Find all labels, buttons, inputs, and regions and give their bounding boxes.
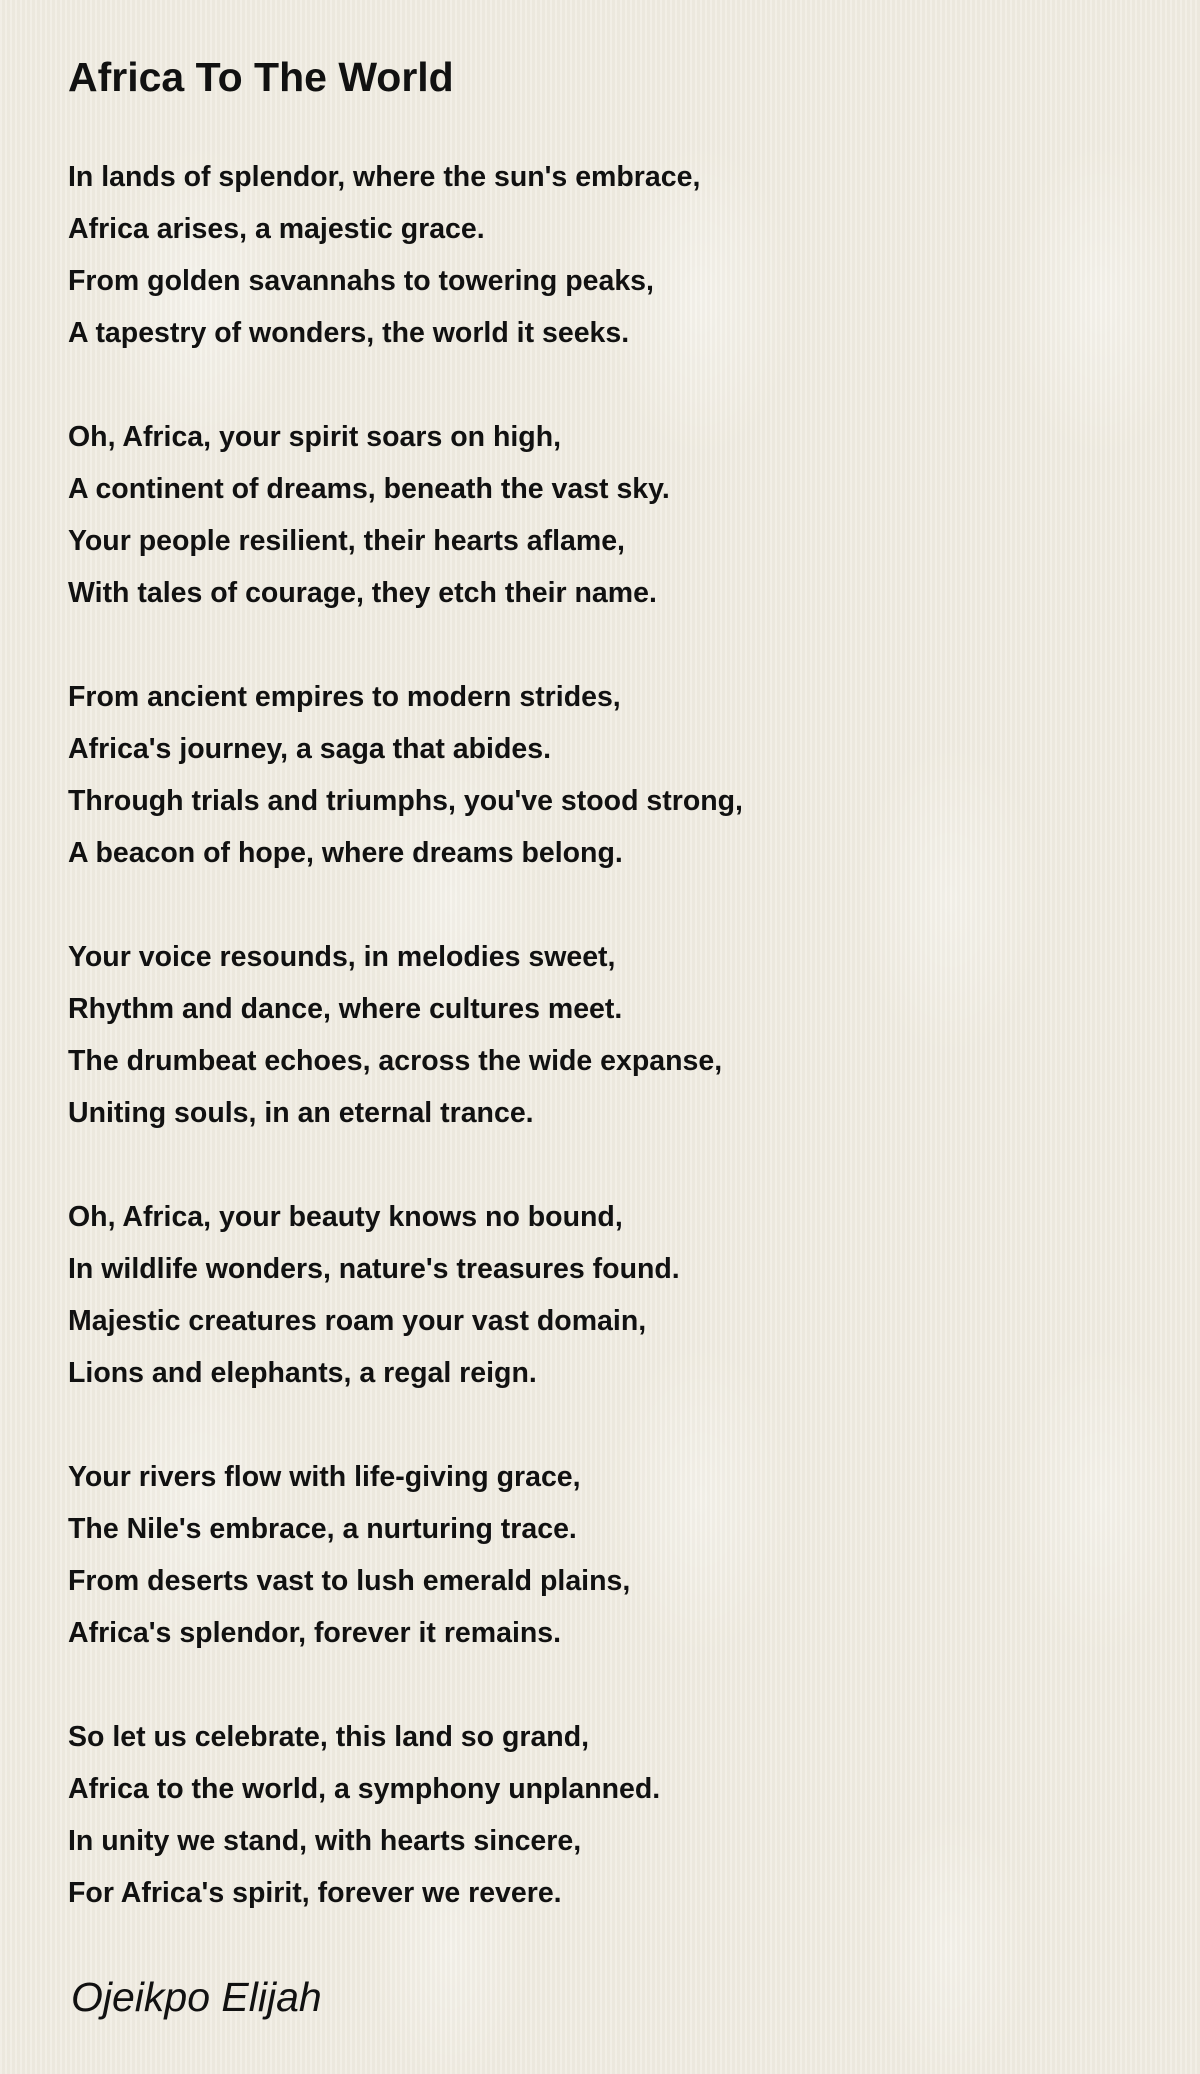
poem-line: From golden savannahs to towering peaks, [68, 265, 654, 297]
poem-line: Africa to the world, a symphony unplanned. [68, 1773, 661, 1805]
poem-line: So let us celebrate, this land so grand, [68, 1721, 590, 1753]
poem-line: The drumbeat echoes, across the wide expanse, [68, 1045, 723, 1077]
poem-line: From ancient empires to modern strides, [68, 681, 621, 713]
poem-line: Oh, Africa, your beauty knows no bound, [68, 1201, 623, 1233]
stanza [68, 931, 743, 1139]
stanza [68, 151, 743, 359]
poem-line: From deserts vast to lush emerald plains, [68, 1565, 631, 1597]
stanza [68, 671, 743, 879]
poem-title: Africa To The World [68, 54, 454, 100]
poem-page [68, 0, 1168, 2074]
poem-line: In unity we stand, with hearts sincere, [68, 1825, 582, 1857]
poem-line: Africa arises, a majestic grace. [68, 213, 485, 245]
poem-line: Your voice resounds, in melodies sweet, [68, 941, 616, 973]
poem-line: Your people resilient, their hearts aflame, [68, 525, 625, 557]
poem-line: Your rivers flow with life-giving grace, [68, 1461, 581, 1493]
poem-line: Lions and elephants, a regal reign. [68, 1357, 537, 1389]
stanza [68, 1191, 743, 1399]
poem-line: In wildlife wonders, nature's treasures found. [68, 1253, 680, 1285]
poem-line: Majestic creatures roam your vast domain, [68, 1305, 647, 1337]
poem-line: With tales of courage, they etch their name. [68, 577, 657, 609]
poem-line: Uniting souls, in an eternal trance. [68, 1097, 534, 1129]
poem-line: The Nile's embrace, a nurturing trace. [68, 1513, 577, 1545]
poem-author: Ojeikpo Elijah [71, 1974, 322, 2020]
poem-line: A beacon of hope, where dreams belong. [68, 837, 623, 869]
poem-line: Oh, Africa, your spirit soars on high, [68, 421, 562, 453]
poem-line: A tapestry of wonders, the world it seeks. [68, 317, 630, 349]
poem-line: Through trials and triumphs, you've stood strong, [68, 785, 743, 817]
poem-line: Africa's journey, a saga that abides. [68, 733, 551, 765]
poem-line: A continent of dreams, beneath the vast sky. [68, 473, 670, 505]
poem-line: Africa's splendor, forever it remains. [68, 1617, 562, 1649]
stanza [68, 1711, 743, 1919]
poem-line: Rhythm and dance, where cultures meet. [68, 993, 623, 1025]
poem-line: For Africa's spirit, forever we revere. [68, 1877, 562, 1909]
poem-body [68, 151, 743, 1971]
stanza [68, 411, 743, 619]
poem-line: In lands of splendor, where the sun's embrace, [68, 161, 701, 193]
stanza [68, 1451, 743, 1659]
